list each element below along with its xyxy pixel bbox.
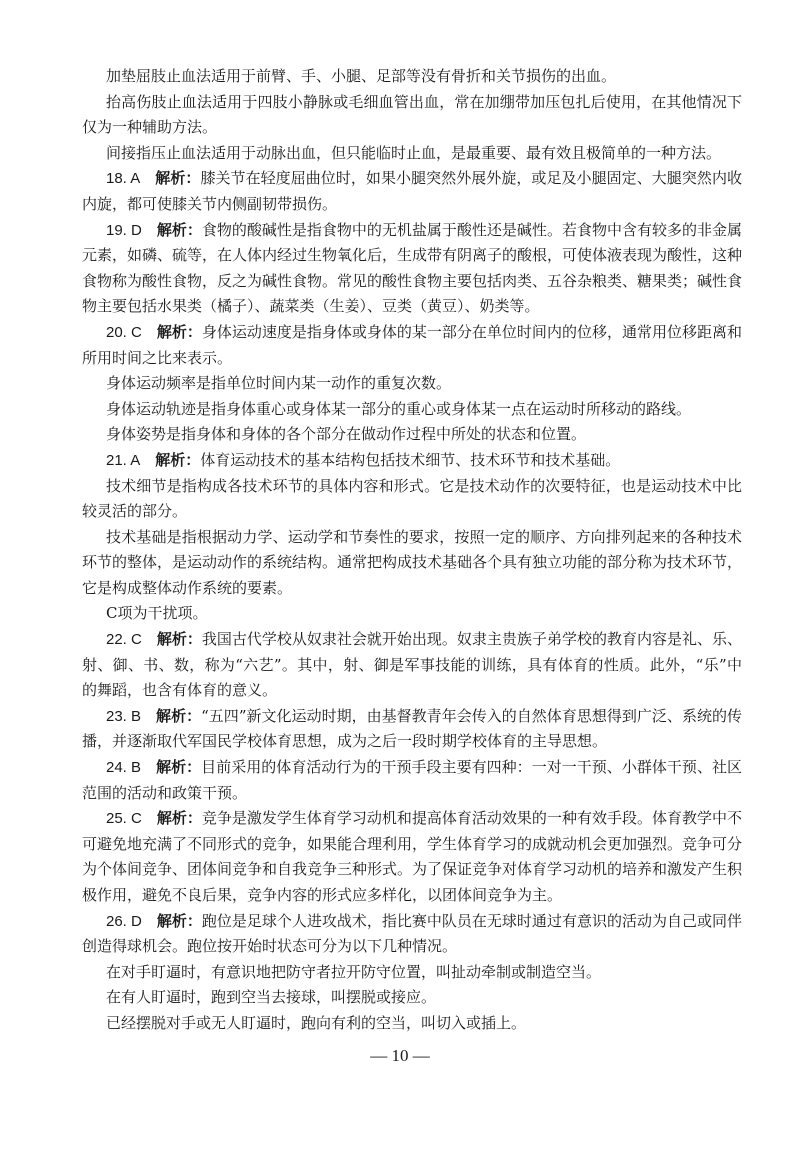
answer-number: 26. D xyxy=(106,912,142,930)
paragraph-text: 目前采用的体育活动行为的干预手段主要有四种：一对一干预、小群体干预、社区范围的活动和政策干预。 xyxy=(82,758,742,802)
paragraph xyxy=(82,525,742,602)
paragraph xyxy=(82,64,742,90)
answer-item xyxy=(82,218,742,320)
paragraph-text: 身体运动频率是指单位时间内某一动作的重复次数。 xyxy=(106,374,452,393)
answer-number: 24. B xyxy=(106,759,142,777)
analysis-label: 解析： xyxy=(156,220,202,239)
paragraph-text: 技术基础是指根据动力学、运动学和节奏性的要求，按照一定的顺序、方向排列起来的各种技术环节的整体，是运动动作的系统结构。通常把构成技术基础各个具有独立功能的部分称为技术环节，它是构成整体动作系统的要素。 xyxy=(82,527,743,597)
paragraph-text: 加垫屈肢止血法适用于前臂、手、小腿、足部等没有骨折和关节损伤的出血。 xyxy=(106,67,617,85)
answer-number: 18. A xyxy=(106,170,141,188)
paragraph xyxy=(82,371,742,397)
paragraph xyxy=(82,90,742,141)
answer-item xyxy=(82,909,742,960)
paragraph-text: 膝关节在轻度屈曲位时，如果小腿突然外展外旋，或足及小腿固定、大腿突然内收内旋，都可使膝关节内侧副韧带损伤。 xyxy=(82,169,742,213)
paragraph xyxy=(82,397,742,423)
answer-item xyxy=(82,755,742,806)
paragraph xyxy=(82,985,742,1011)
paragraph-text: 已经摆脱对手或无人盯逼时，跑向有利的空当，叫切入或插上。 xyxy=(106,1013,527,1032)
paragraph xyxy=(82,141,742,167)
answer-number: 19. D xyxy=(106,221,142,239)
answer-number: 22. C xyxy=(106,631,142,649)
paragraph-text: 体育运动技术的基本结构包括技术细节、技术环节和技术基础。 xyxy=(200,450,621,469)
paragraph-text: 食物的酸碱性是指食物中的无机盐属于酸性还是碱性。若食物中含有较多的非金属元素，如磷、硫等，在人体内经过生物氧化后，生成带有阴离子的酸根，可使体液表现为酸性，这种食物称为酸性食物，反之为碱性食物。常见的酸性食物主要包括肉类、五谷杂粮类、糖果类；碱性食物主要包括水果类（橘子）、蔬菜类（生姜）、豆类（黄豆）、奶类等。 xyxy=(82,220,743,316)
analysis-label: 解析： xyxy=(156,809,202,828)
analysis-label: 解析： xyxy=(156,706,202,725)
paragraph-text: 身体运动速度是指身体或身体的某一部分在单位时间内的位移，通常用位移距离和所用时间之比来表示。 xyxy=(82,322,742,367)
answer-item xyxy=(82,704,742,755)
answer-number: 20. C xyxy=(106,323,142,341)
paragraph-text: “五四”新文化运动时期，由基督教青年会传入的自然体育思想得到广泛、系统的传播，并逐渐取代军国民学校体育思想，成为之后一段时期学校体育的主导思想。 xyxy=(82,706,742,751)
paragraph xyxy=(82,474,742,525)
paragraph xyxy=(82,422,742,448)
paragraph-text: 身体运动轨迹是指身体重心或身体某一部分的重心或身体某一点在运动时所移动的路线。 xyxy=(106,399,692,418)
page-number: — 10 — xyxy=(370,1046,430,1065)
paragraph-text: 在有人盯逼时，跑到空当去接球，叫摆脱或接应。 xyxy=(106,988,437,1007)
answer-item xyxy=(82,806,742,908)
answer-number: 25. C xyxy=(106,810,142,828)
answer-item xyxy=(82,448,742,474)
analysis-label: 解析： xyxy=(156,630,202,649)
answer-item xyxy=(82,166,742,217)
answer-item xyxy=(82,320,742,371)
paragraph-text: 身体姿势是指身体和身体的各个部分在做动作过程中所处的状态和位置。 xyxy=(106,425,587,444)
analysis-label: 解析： xyxy=(155,450,201,469)
paragraph-text: 抬高伤肢止血法适用于四肢小静脉或毛细血管出血，常在加绷带加压包扎后使用，在其他情况下仅为一种辅助方法。 xyxy=(82,92,742,137)
answer-explanations xyxy=(82,64,742,1037)
paragraph-text: 竞争是激发学生体育学习动机和提高体育活动效果的一种有效手段。体育教学中不可避免地充满了不同形式的竞争，如果能合理利用，学生体育学习的成就动机会更加强烈。竞争可分为个体间竞争、团体间竞争和自我竞争三种形式。为了保证竞争对体育学习动机的培养和激发产生积极作用，避免不良后果，竞争内容的形式应多样化，以团体间竞争为主。 xyxy=(82,809,743,904)
analysis-label: 解析： xyxy=(156,758,202,777)
paragraph-text: 技术细节是指构成各技术环节的具体内容和形式。它是技术动作的次要特征，也是运动技术中比较灵活的部分。 xyxy=(82,476,742,521)
paragraph-text: 我国古代学校从奴隶社会就开始出现。奴隶主贵族子弟学校的教育内容是礼、乐、射、御、书、数，称为“六艺”。其中，射、御是军事技能的训练，具有体育的性质。此外，“乐”中的舞蹈，也含有体育的意义。 xyxy=(82,630,742,700)
paragraph xyxy=(82,1011,742,1037)
answer-number: 23. B xyxy=(106,707,142,725)
paragraph xyxy=(82,601,742,627)
answer-number: 21. A xyxy=(106,451,141,469)
paragraph-text: C项为干扰项。 xyxy=(106,604,208,623)
paragraph-text: 间接指压止血法适用于动脉出血，但只能临时止血，是最重要、最有效且极简单的一种方法。 xyxy=(106,143,722,162)
analysis-label: 解析： xyxy=(156,911,202,930)
answer-item xyxy=(82,627,742,704)
paragraph-text: 跑位是足球个人进攻战术，指比赛中队员在无球时通过有意识的活动为自己或同伴创造得球机会。跑位按开始时状态可分为以下几种情况。 xyxy=(82,911,742,956)
paragraph-text: 在对手盯逼时，有意识地把防守者拉开防守位置，叫扯动牵制或制造空当。 xyxy=(106,962,602,981)
analysis-label: 解析： xyxy=(155,169,201,188)
analysis-label: 解析： xyxy=(156,322,202,341)
paragraph xyxy=(82,960,742,986)
